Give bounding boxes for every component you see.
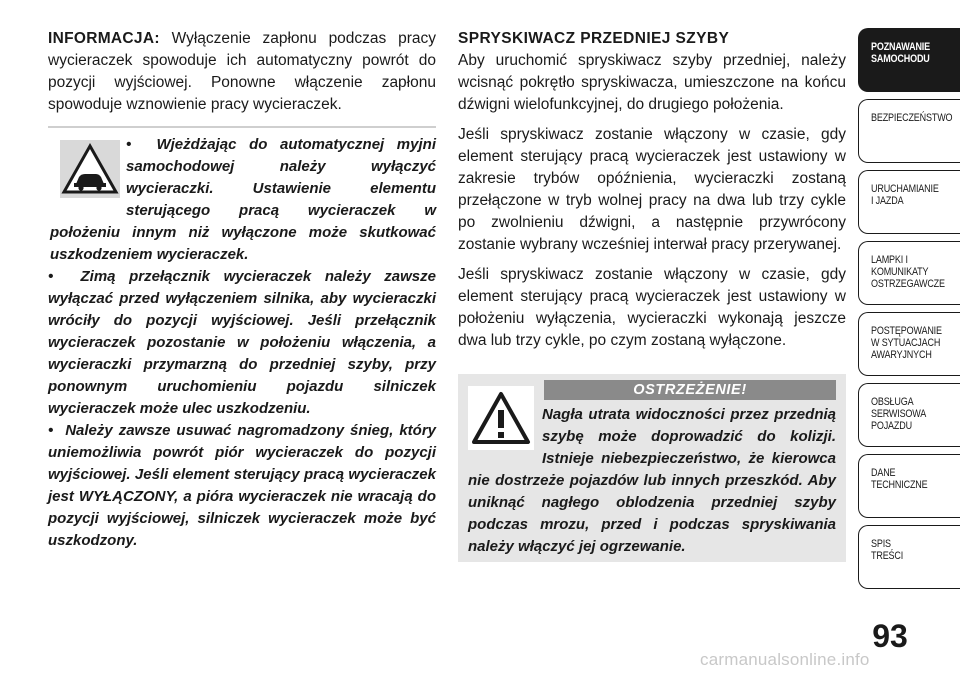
warning-text: Nagła utrata widoczności przez przednią szybę może doprowadzić do kolizji. Istnieje niebezpieczeństwo, że kierowca nie dostrzeże pojazdów lub innych przeszkód. Aby uniknąć nagłego oblodzenia przedniej szyby podczas mrozu, przed i podczas spryskiwania należy włączyć jej ogrzewanie. [468,406,836,555]
chapter-tab-label: URUCHAMIANIE I JAZDA [871,183,939,207]
info-label: INFORMACJA: [48,30,160,47]
chapter-tab-8[interactable] [858,525,960,589]
warning-triangle-icon [468,386,534,450]
chapter-tab-label: DANE TECHNICZNE [871,467,928,491]
chapter-tab-5[interactable] [858,312,960,376]
chapter-tab-label: POSTĘPOWANIE W SYTUACJACH AWARYJNYCH [871,325,942,361]
chapter-tab-label: LAMPKI I KOMUNIKATY OSTRZEGAWCZE [871,254,945,290]
info-paragraph [48,28,436,116]
chapter-tab-4[interactable] [858,241,960,305]
watermark: carmanualsonline.info [700,650,870,669]
chapter-tab-label: POZNAWANIE SAMOCHODU [871,41,931,65]
caution-item-3: • Należy zawsze usuwać nagromadzony śnieg, który uniemożliwia powrót piór wycieraczek do pozycji wyjściowej. Jeśli element sterujący pracą wycieraczek jest WYŁĄCZONY, a pióra wycieraczek nie wracają do pozycji wyjściowej, silniczek wycieraczek może być uszkodzony. [48,422,437,549]
chapter-tab-label: BEZPIECZEŃSTWO [871,112,953,124]
caution-item-2: • Zimą przełącznik wycieraczek należy zawsze wyłączać przed wyłączeniem silnika, aby wycieraczki wróciły do pozycji wyjściowej. Jeśli przełącznik wycieraczek pozostanie w położeniu włączenia, a wycieraczki przymarzną do przedniej szyby, przy ponownym uruchomieniu pojazdu silniczek wycieraczek może ulec uszkodzeniu. [48,268,436,417]
chapter-tab-2[interactable] [858,99,960,163]
chapter-tab-7[interactable] [858,454,960,518]
section-title: SPRYSKIWACZ PRZEDNIEJ SZYBY [458,30,730,47]
caution-car-icon [60,140,120,198]
right-column [458,28,846,562]
page-number: 93 [872,618,908,654]
paragraph-1: Aby uruchomić spryskiwacz szyby przedniej, należy wcisnąć pokrętło spryskiwacza, umieszczone na końcu dźwigni wielofunkcyjnej, do drugiego położenia. [458,52,846,113]
chapter-tab-1[interactable] [858,28,960,92]
caution-divider [48,126,436,128]
caution-item-1: • Wjeżdżając do automatycznej myjni samochodowej należy wyłączyć wycieraczki. Ustawienie elementu sterującego pracą wycieraczek w położeniu innym niż wyłączone może skutkować uszkodzeniem wycieraczek. [50,136,436,263]
left-column [48,28,436,552]
caution-box [48,130,436,552]
paragraph-3: Jeśli spryskiwacz zostanie włączony w czasie, gdy element sterujący pracą wycieraczek jest ustawiony w położeniu wyłączenia, wycieraczki wykonają jeszcze dwa lub trzy cykle, po czym zostaną wyłączone. [458,266,846,349]
warning-box [458,374,846,562]
info-text: Wyłączenie zapłonu podczas pracy wycieraczek spowoduje ich automatyczny powrót do pozycji wyjściowej. Ponowne włączenie zapłonu spowoduje wznowienie pracy wycieraczek. [48,30,436,113]
chapter-tab-label: OBSŁUGA SERWISOWA POJAZDU [871,396,927,432]
chapter-tab-3[interactable] [858,170,960,234]
chapter-tabs [858,28,960,596]
paragraph-2: Jeśli spryskiwacz zostanie włączony w czasie, gdy element sterujący pracą wycieraczek jest ustawiony w zakresie trybów opóźnienia, wycieraczki zostaną przełączone w tryb wolnej pracy na dwa lub trzy cykle po zwolnieniu dźwigni, a następnie przywrócony zostanie wybrany wcześniej interwał pracy przerywanej. [458,126,846,253]
warning-header: OSTRZEŻENIE! [544,380,836,400]
chapter-tab-6[interactable] [858,383,960,447]
chapter-tab-label: SPIS TREŚCI [871,538,904,562]
